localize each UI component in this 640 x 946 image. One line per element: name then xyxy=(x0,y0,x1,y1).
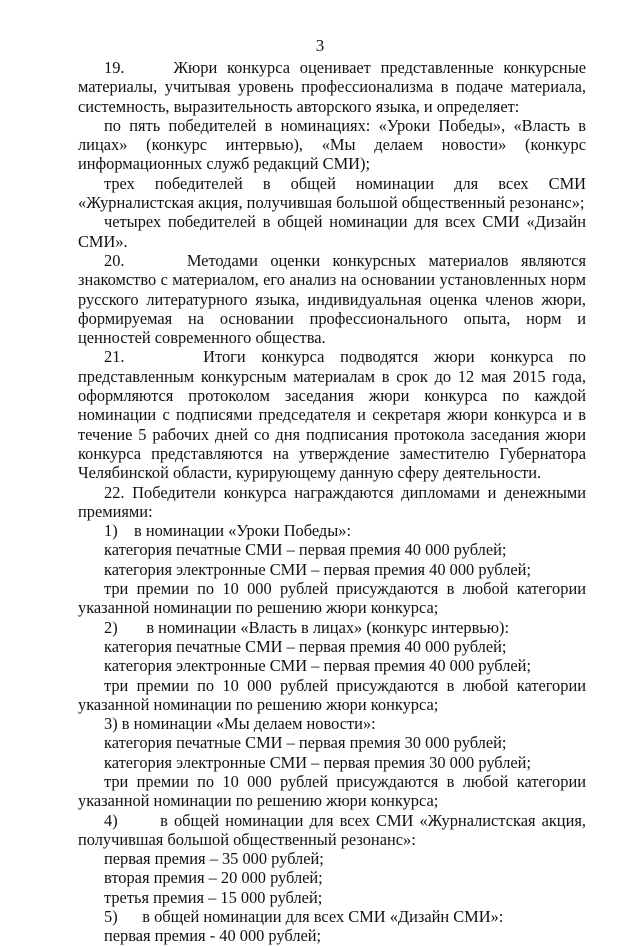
list-item-3-heading: 3) в номинации «Мы делаем новости»: xyxy=(104,714,376,734)
list-item-4-third: третья премия – 15 000 рублей; xyxy=(104,887,323,907)
list-item-5-first: первая премия - 40 000 рублей; xyxy=(104,926,322,946)
list-item-2-extra: три премии по 10 000 рублей присуждаются в любой категории указанной номинации по решению жюри конкурса; xyxy=(78,675,586,714)
list-item-4-heading: 4) в общей номинации для всех СМИ «Журналистская акция, получившая большой общественный резонанс»: xyxy=(78,810,586,849)
list-item-1-heading: 1) в номинации «Уроки Победы»: xyxy=(104,521,352,541)
paragraph-winners-four: четырех победителей в общей номинации для всех СМИ «Дизайн СМИ». xyxy=(78,212,586,251)
paragraph-22: 22. Победители конкурса награждаются дипломами и денежными премиями: xyxy=(78,482,586,521)
list-item-5-heading: 5) в общей номинации для всех СМИ «Дизайн СМИ»: xyxy=(104,907,504,927)
list-item-2-heading: 2) в номинации «Власть в лицах» (конкурс интервью): xyxy=(104,617,510,637)
paragraph-19: 19. Жюри конкурса оценивает представленные конкурсные материалы, учитывая уровень профессионализма в подаче материала, системность, выразительность авторского языка, и определяет: xyxy=(78,58,586,116)
paragraph-21: 21. Итоги конкурса подводятся жюри конкурса по представленным конкурсным материалам в срок до 12 мая 2015 года, оформляются протоколом заседания жюри конкурса по каждой номинации с подписями председателя и секретаря жюри конкурса и в течение 5 рабочих дней со дня подписания протокола заседания жюри конкурса представляются на утверждение заместителю Губернатора Челябинской области, курирующему данную сферу деятельности. xyxy=(78,347,586,483)
list-item-2-electronic: категория электронные СМИ – первая премия 40 000 рублей; xyxy=(104,656,532,676)
page-number: 3 xyxy=(315,36,325,55)
list-item-3-print: категория печатные СМИ – первая премия 30 000 рублей; xyxy=(104,733,507,753)
paragraph-winners-three: трех победителей в общей номинации для всех СМИ «Журналистская акция, получившая большой общественный резонанс»; xyxy=(78,173,586,213)
list-item-2-print: категория печатные СМИ – первая премия 40 000 рублей; xyxy=(104,636,507,656)
document-body xyxy=(78,58,586,946)
list-item-4-first: первая премия – 35 000 рублей; xyxy=(104,849,324,869)
paragraph-20: 20. Методами оценки конкурсных материалов являются знакомство с материалом, его анализ на основании установленных норм русского литературного языка, индивидуальная оценка членов жюри, формируемая на основании профессионального опыта, норм и ценностей современного общества. xyxy=(78,250,586,348)
list-item-1-electronic: категория электронные СМИ – первая премия 40 000 рублей; xyxy=(104,559,532,579)
list-item-1-extra: три премии по 10 000 рублей присуждаются в любой категории указанной номинации по решению жюри конкурса; xyxy=(78,579,586,618)
list-item-4-second: вторая премия – 20 000 рублей; xyxy=(104,868,323,888)
paragraph-winners-five: по пять победителей в номинациях: «Уроки Победы», «Власть в лицах» (конкурс интервью), «Мы делаем новости» (конкурс информационных служб редакций СМИ); xyxy=(78,115,586,174)
list-item-3-electronic: категория электронные СМИ – первая премия 30 000 рублей; xyxy=(104,752,532,772)
list-item-1-print: категория печатные СМИ – первая премия 40 000 рублей; xyxy=(104,540,507,560)
list-item-3-extra: три премии по 10 000 рублей присуждаются в любой категории указанной номинации по решению жюри конкурса; xyxy=(78,771,586,811)
